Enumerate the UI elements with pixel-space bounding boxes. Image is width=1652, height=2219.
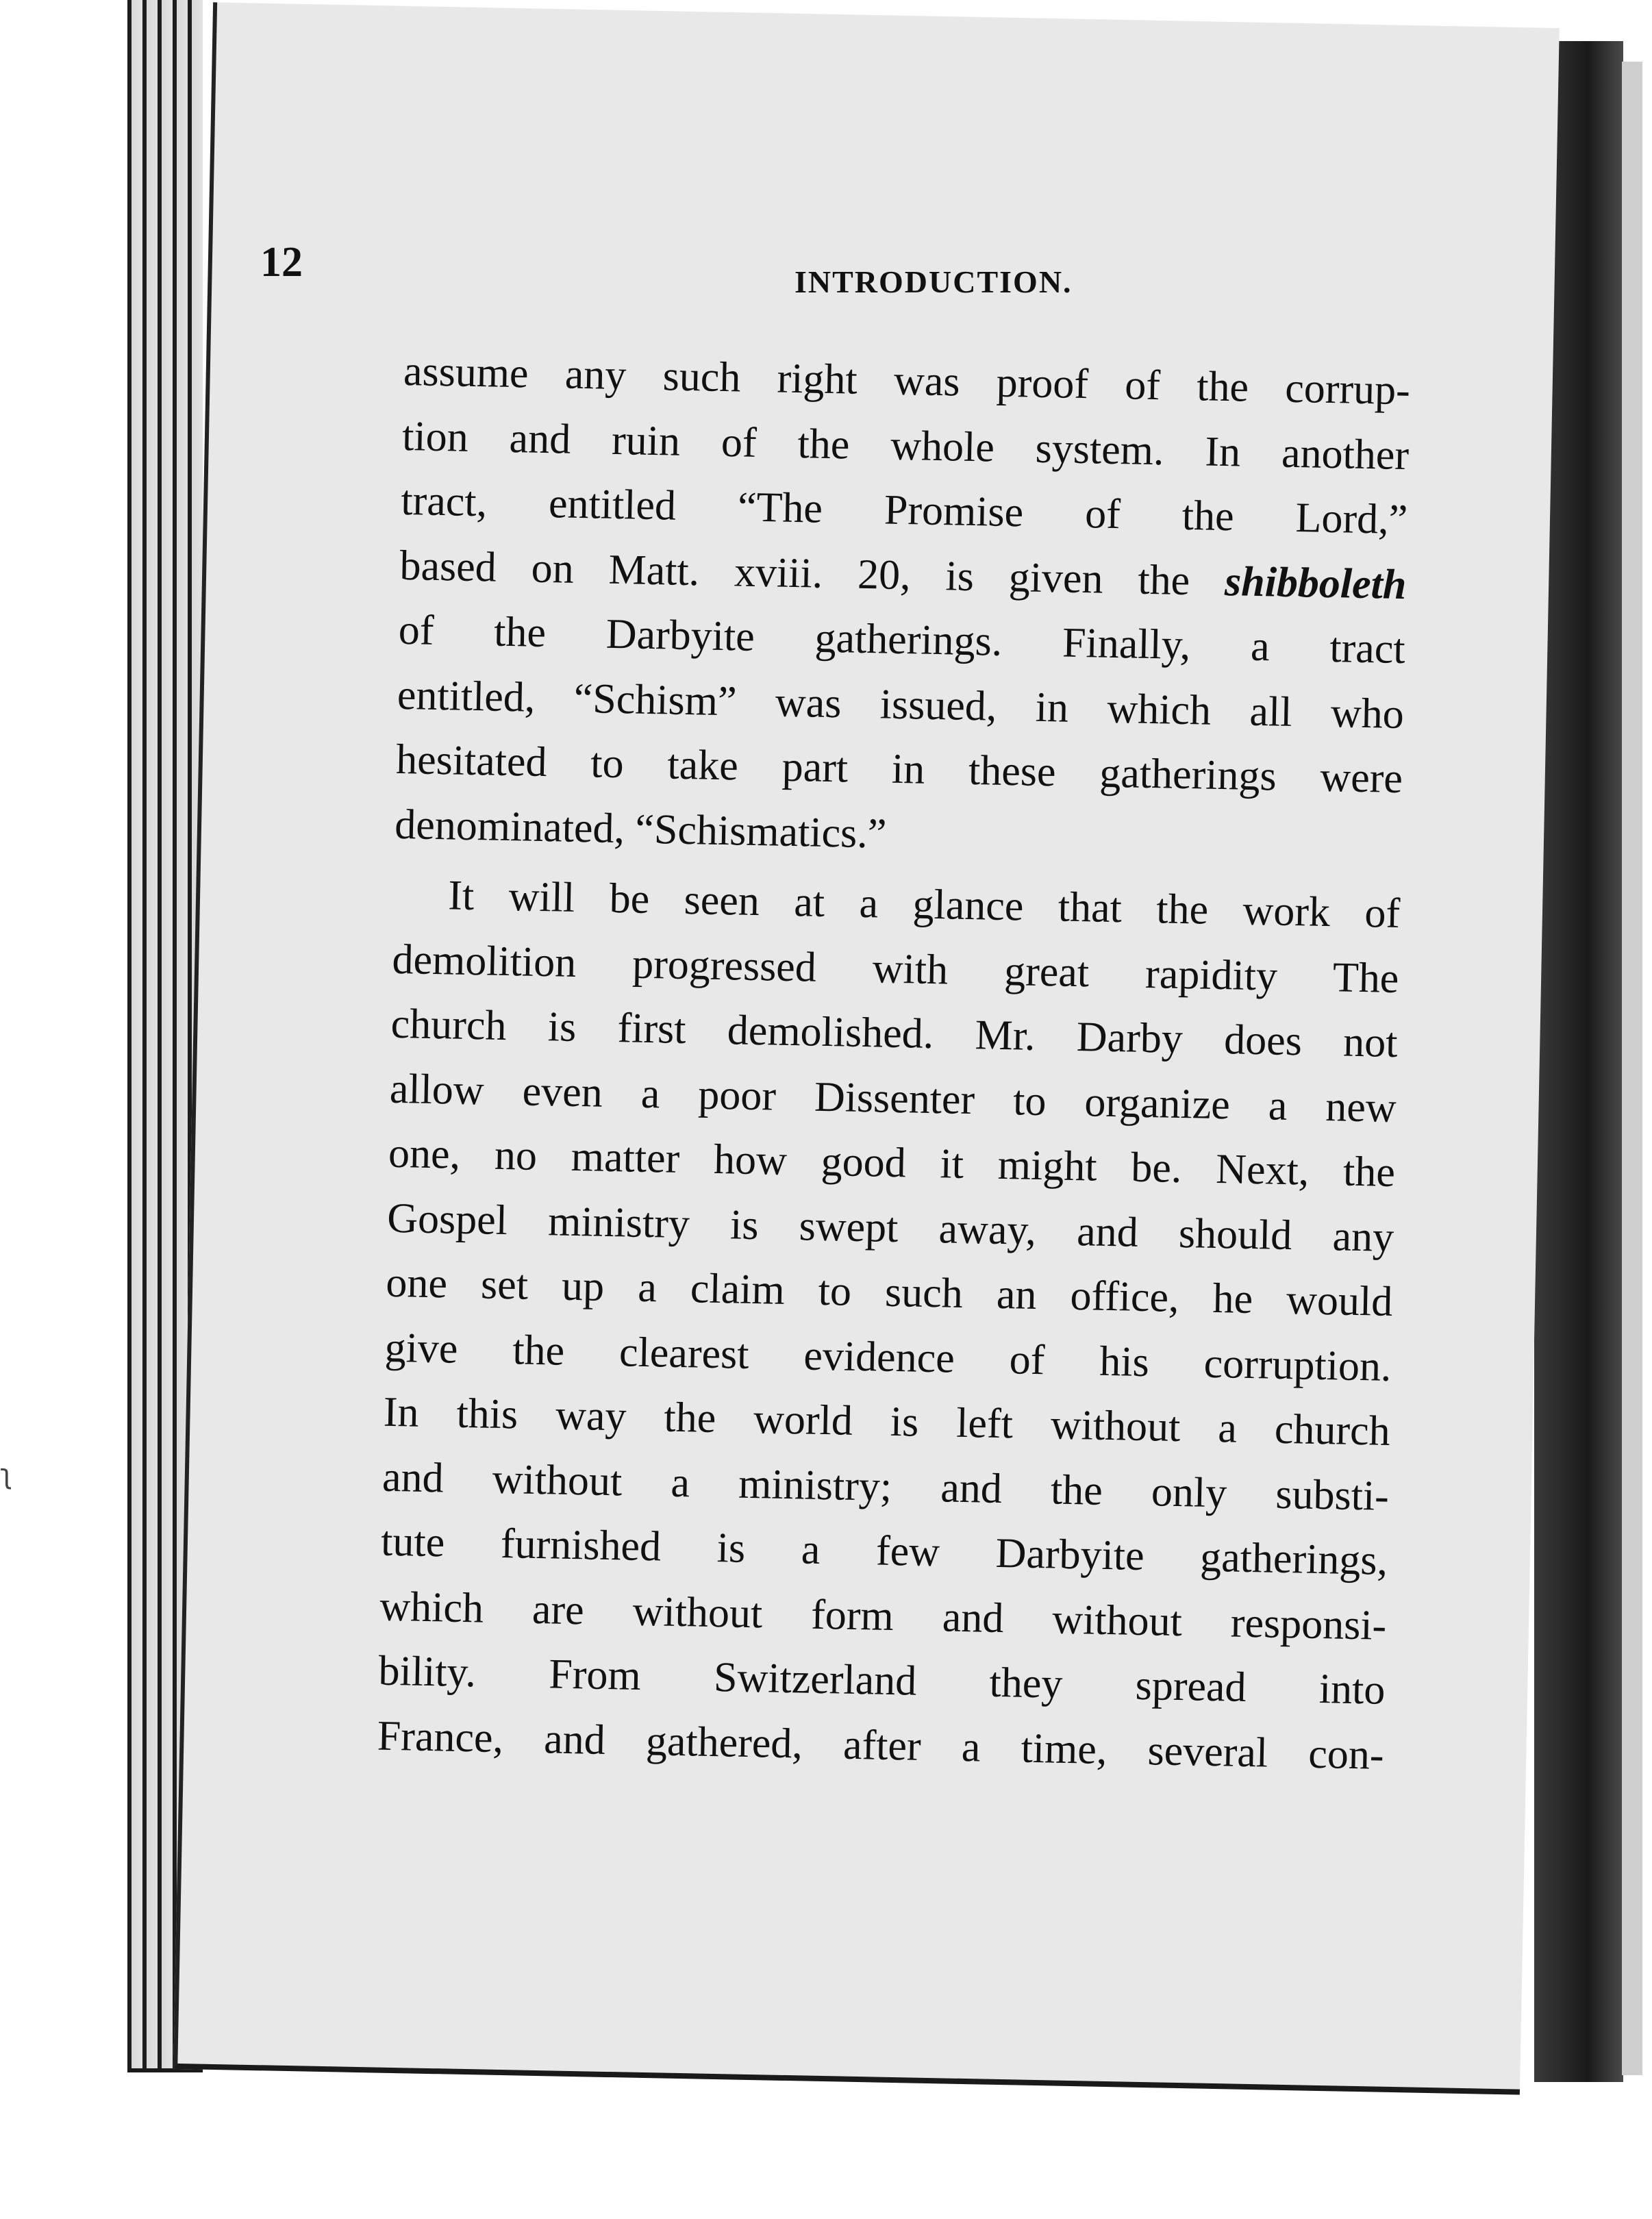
text-line: allow even a poor Dissenter to organize a new <box>389 1065 1397 1131</box>
running-title: INTRODUCTION. <box>794 264 1073 299</box>
text-line: France, and gathered, after a time, several con- <box>377 1712 1385 1779</box>
text-line: tion and ruin of the whole system. In another <box>401 412 1410 479</box>
paragraph-1 <box>394 339 1410 876</box>
text-line: demolition progressed with great rapidity The <box>391 936 1399 1002</box>
text-line: and without a ministry; and the only substi- <box>381 1453 1390 1520</box>
text-line: In this way the world is left without a church <box>383 1388 1391 1455</box>
facing-page-edge <box>1622 62 1642 2075</box>
text-line: one set up a claim to such an office, he would <box>385 1259 1393 1325</box>
text-line: hesitated to take part in these gatherings were <box>395 736 1403 803</box>
text-line: entitled, “Schism” was issued, in which all who <box>397 671 1405 738</box>
text-line: which are without form and without responsi- <box>379 1583 1387 1649</box>
page-body-text <box>377 339 1411 1788</box>
italic-word: shibboleth <box>1224 557 1407 608</box>
text-line: bility. From Switzerland they spread into <box>378 1647 1386 1714</box>
text-line: assume any such right was proof of the corrup- <box>403 347 1411 414</box>
scan-edge-mark: ʅ <box>0 1459 13 1490</box>
page-number: 12 <box>260 239 303 286</box>
text-line: tute furnished is a few Darbyite gatherings, <box>380 1518 1388 1584</box>
text-line: denominated, “Schismatics.” <box>394 801 887 857</box>
text-line: give the clearest evidence of his corruption. <box>384 1324 1392 1390</box>
text-line: one, no matter how good it might be. Next, the <box>388 1129 1396 1196</box>
paragraph-2 <box>377 862 1401 1788</box>
text-segment: based on Matt. xviii. 20, is given the <box>399 542 1225 605</box>
text-line: It will be seen at a glance that the work of <box>447 872 1401 938</box>
text-line: of the Darbyite gatherings. Finally, a tract <box>398 606 1406 673</box>
text-line: Gospel ministry is swept away, and should any <box>386 1194 1394 1261</box>
text-line: church is first demolished. Mr. Darby does not <box>390 1000 1399 1067</box>
text-line: tract, entitled “The Promise of the Lord,” <box>400 477 1408 544</box>
